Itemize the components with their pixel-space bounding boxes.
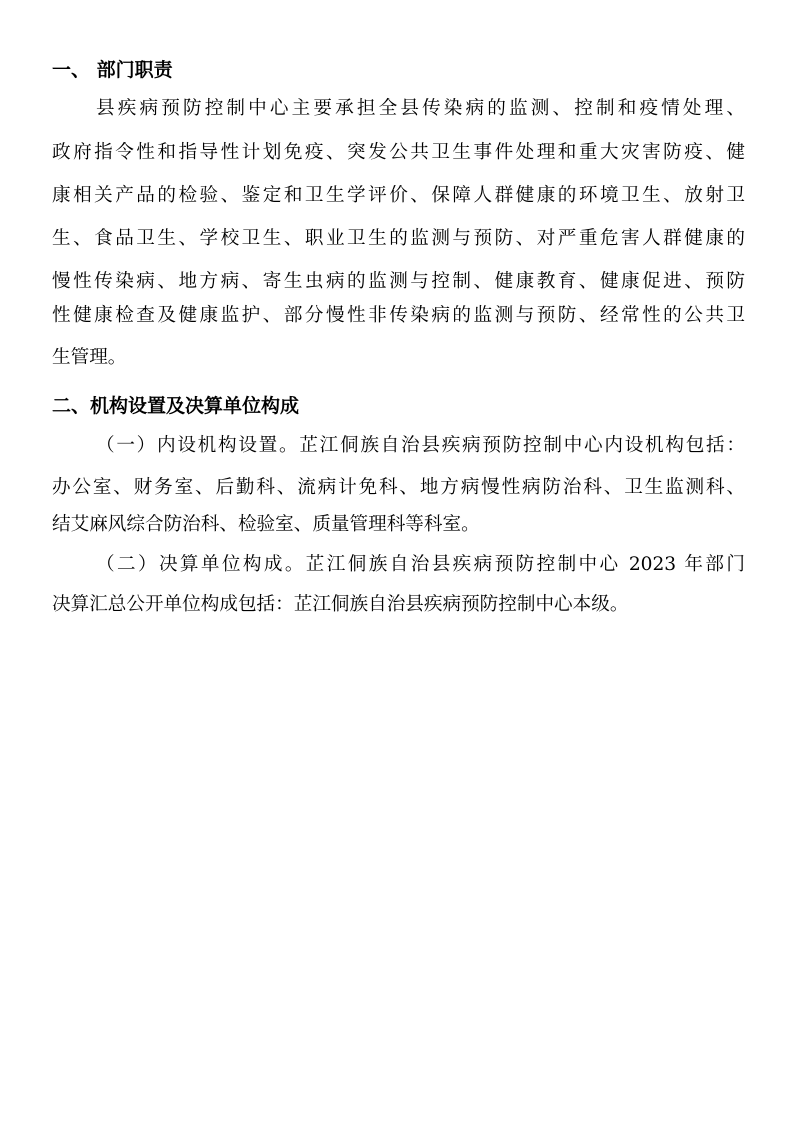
section2-para1-line: （一）内设机构设置。芷江侗族自治县疾病预防控制中心内设机构包括：: [96, 435, 745, 456]
section1-heading: 一、 部门职责: [52, 59, 173, 81]
section1-line: 康相关产品的检验、鉴定和卫生学评价、保障人群健康的环境卫生、放射卫: [52, 185, 745, 206]
section2-para1-line: 结艾麻风综合防治科、检验室、质量管理科等科室。: [52, 514, 480, 535]
section1-line: 性健康检查及健康监护、部分慢性非传染病的监测与预防、经常性的公共卫: [52, 305, 745, 326]
section2-para1-line: 办公室、财务室、后勤科、流病计免科、地方病慢性病防治科、卫生监测科、: [52, 477, 745, 498]
section1-line: 生、食品卫生、学校卫生、职业卫生的监测与预防、对严重危害人群健康的: [52, 228, 745, 249]
section2-para2-line: （二）决算单位构成。芷江侗族自治县疾病预防控制中心 2023 年部门: [96, 554, 745, 575]
section2-para2-line: 决算汇总公开单位构成包括：芷江侗族自治县疾病预防控制中心本级。: [52, 594, 629, 615]
section1-line: 慢性传染病、地方病、寄生虫病的监测与控制、健康教育、健康促进、预防: [52, 271, 745, 292]
section1-line: 政府指令性和指导性计划免疫、突发公共卫生事件处理和重大灾害防疫、健: [52, 142, 745, 163]
section1-line: 生管理。: [52, 347, 127, 368]
section1-line: 县疾病预防控制中心主要承担全县传染病的监测、控制和疫情处理、: [96, 98, 745, 119]
section2-heading: 二、机构设置及决算单位构成: [52, 395, 300, 417]
